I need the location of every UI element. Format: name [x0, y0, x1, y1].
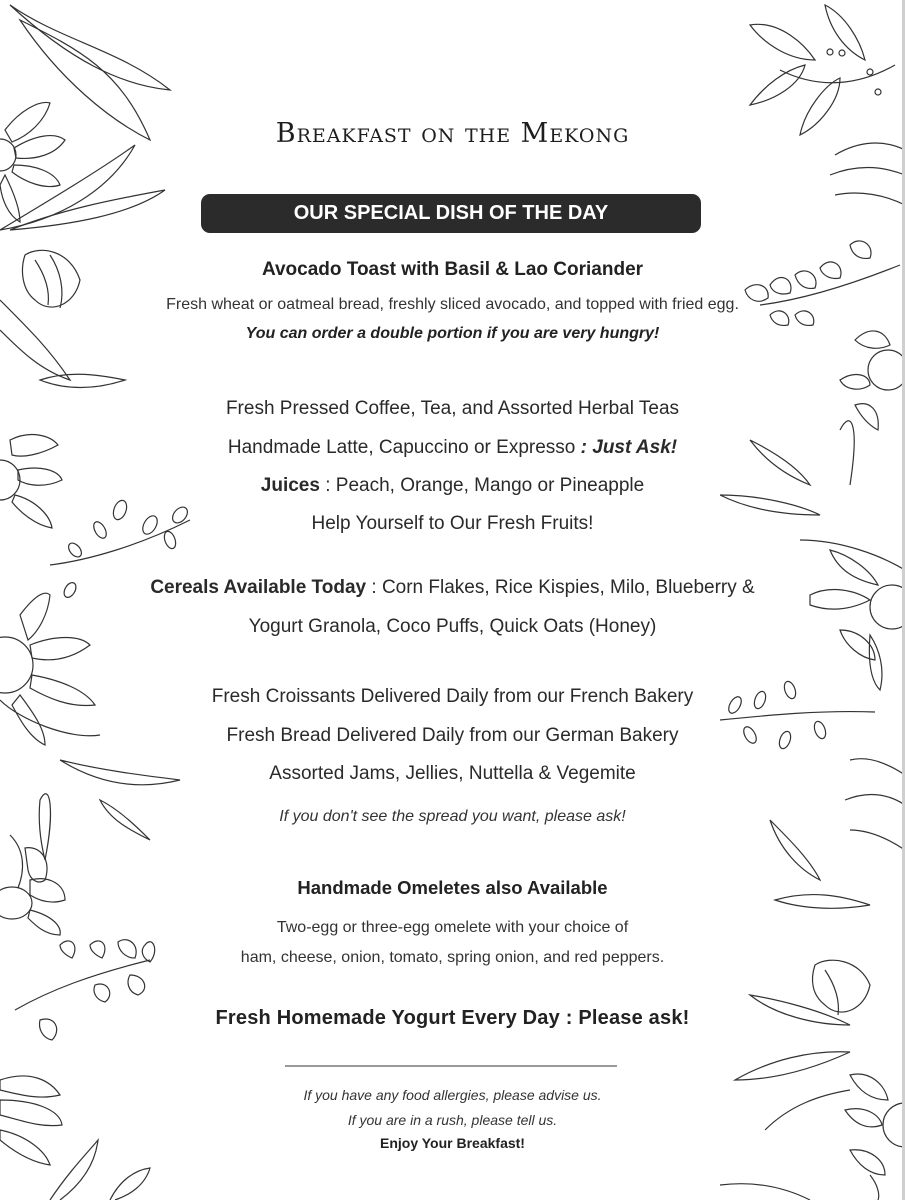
omelettes-line-2: ham, cheese, onion, tomato, spring onion, and red peppers. [240, 949, 665, 966]
special-dish-banner [201, 194, 701, 233]
cereals-line-2: Yogurt Granola, Coco Puffs, Quick Oats (Honey) [248, 616, 657, 637]
special-dish-name: Avocado Toast with Basil & Lao Coriander [261, 259, 644, 280]
drinks-latte-text: Handmade Latte, Capuccino or Expresso [227, 437, 581, 458]
bakery-spread-note: If you don't see the spread you want, please ask! [279, 808, 626, 825]
footer-allergies: If you have any food allergies, please advise us. [303, 1087, 602, 1103]
footer-enjoy: Enjoy Your Breakfast! [380, 1135, 525, 1151]
fresh-fruits: Help Yourself to Our Fresh Fruits! [311, 513, 594, 534]
drinks-coffee-tea: Fresh Pressed Coffee, Tea, and Assorted Herbal Teas [225, 398, 680, 419]
juices-label: Juices [260, 475, 320, 496]
special-dish-description: Fresh wheat or oatmeal bread, freshly sliced avocado, and topped with fried egg. [166, 296, 739, 313]
drinks-juices [0, 475, 905, 497]
omelettes-title: Handmade Omeletes also Available [297, 877, 608, 898]
special-dish-banner-label: OUR SPECIAL DISH OF THE DAY [293, 202, 609, 224]
footer-rush: If you are in a rush, please tell us. [347, 1112, 558, 1128]
bakery-croissants: Fresh Croissants Delivered Daily from our French Bakery [211, 686, 694, 707]
drinks-latte [0, 437, 905, 459]
cereals-text: : Corn Flakes, Rice Kispies, Milo, Blueberry & [366, 577, 755, 598]
omelettes-line-1: Two-egg or three-egg omelete with your choice of [276, 919, 629, 936]
footer-divider [285, 1065, 617, 1067]
bakery-bread: Fresh Bread Delivered Daily from our German Bakery [226, 725, 679, 746]
menu-title: Breakfast on the Mekong [275, 118, 630, 149]
yogurt-line: Fresh Homemade Yogurt Every Day : Please ask! [215, 1007, 690, 1029]
special-dish-note: You can order a double portion if you are very hungry! [245, 325, 660, 342]
drinks-latte-emphasis: : Just Ask! [580, 437, 678, 458]
bakery-spreads: Assorted Jams, Jellies, Nuttella & Vegemite [269, 763, 636, 784]
cereals-label: Cereals Available Today [150, 577, 367, 598]
sunflower-icon [830, 143, 905, 205]
juices-text: : Peach, Orange, Mango or Pineapple [319, 475, 645, 496]
leaf-sprig-icon [750, 5, 895, 135]
cereals-line-1 [0, 577, 905, 599]
